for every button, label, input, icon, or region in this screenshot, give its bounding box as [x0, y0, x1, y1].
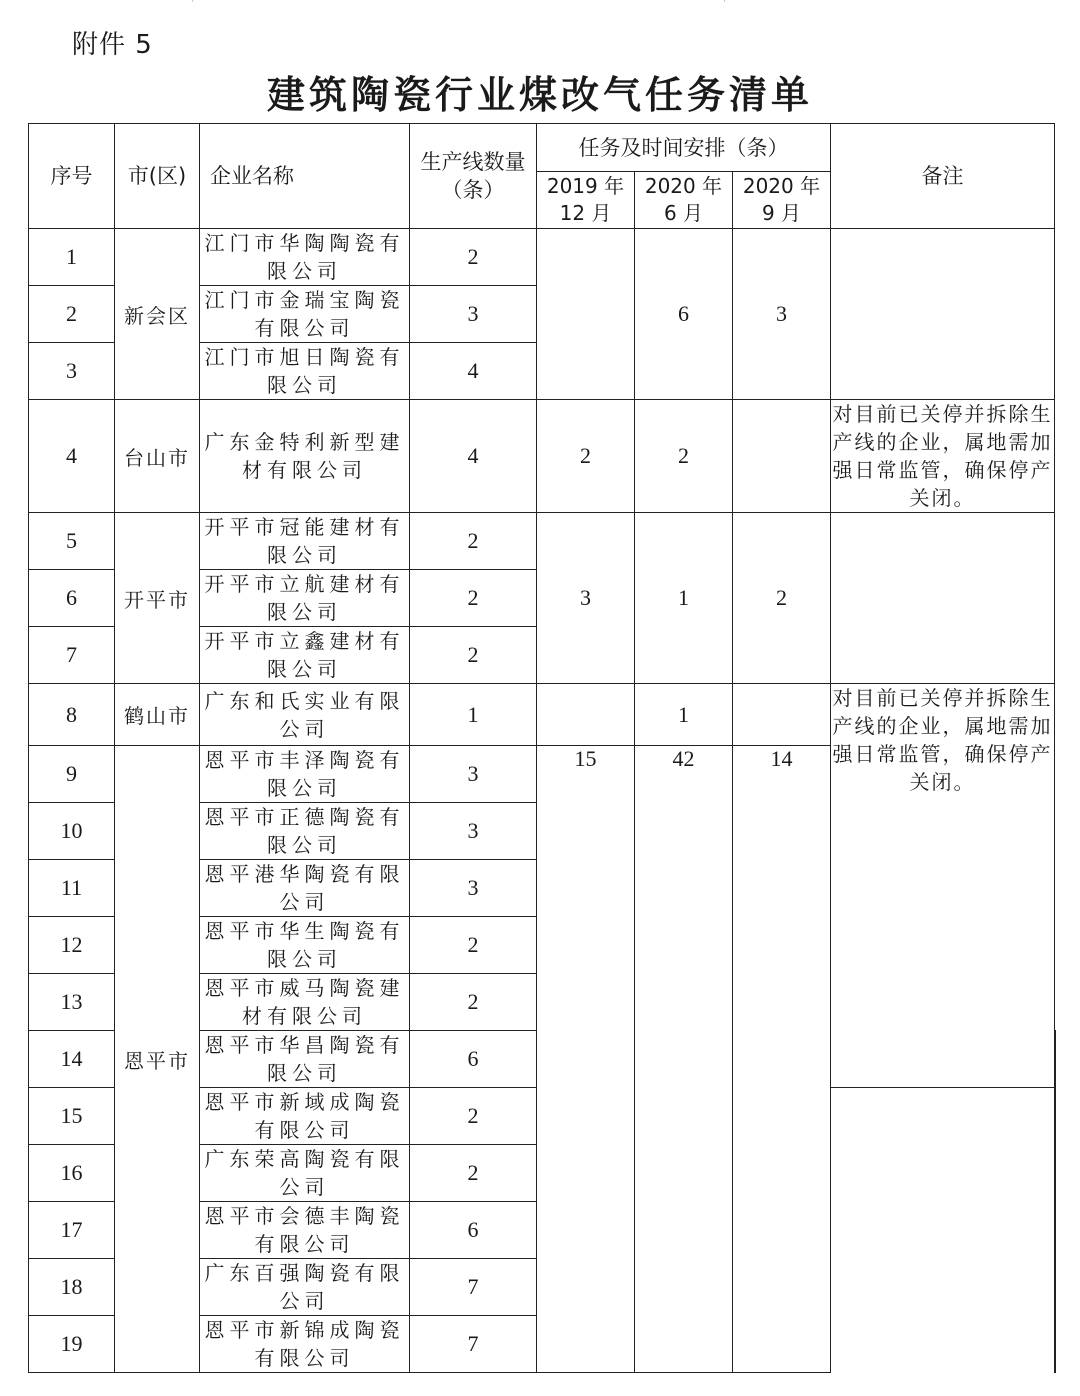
- company-cell: 恩平港华陶瓷有限公司: [200, 860, 410, 917]
- col-header-remark: 备注: [831, 124, 1055, 229]
- seq-cell: 9: [29, 746, 115, 803]
- table-row: [29, 400, 1056, 513]
- lines-cell: 4: [410, 343, 537, 400]
- company-cell: 恩平市正德陶瓷有限公司: [200, 803, 410, 860]
- company-cell: 广东荣高陶瓷有限公司: [200, 1145, 410, 1202]
- col-header-lines: [410, 124, 537, 229]
- lines-cell: 2: [410, 229, 537, 286]
- schedule-2019-12-cell: 15: [537, 746, 635, 1373]
- lines-cell: 3: [410, 803, 537, 860]
- seq-cell: 12: [29, 917, 115, 974]
- company-cell: 恩平市会德丰陶瓷有限公司: [200, 1202, 410, 1259]
- company-cell: 开平市立航建材有限公司: [200, 570, 410, 627]
- company-cell: 恩平市威马陶瓷建材有限公司: [200, 974, 410, 1031]
- seq-cell: 3: [29, 343, 115, 400]
- scan-mark: ˙: [190, 0, 195, 11]
- company-cell: 广东金特利新型建材有限公司: [200, 400, 410, 513]
- col-header-2020-06: [635, 172, 733, 229]
- company-cell: 广东百强陶瓷有限公司: [200, 1259, 410, 1316]
- company-cell: 江门市金瑞宝陶瓷有限公司: [200, 286, 410, 343]
- lines-cell: 1: [410, 684, 537, 746]
- lines-cell: 6: [410, 1202, 537, 1259]
- schedule-2020-06-cell: 42: [635, 746, 733, 1373]
- task-table: [28, 123, 1056, 1373]
- schedule-2019-12-cell: 3: [537, 513, 635, 684]
- company-cell: 恩平市华昌陶瓷有限公司: [200, 1031, 410, 1088]
- lines-cell: 7: [410, 1316, 537, 1373]
- schedule-2020-06-cell: 1: [635, 684, 733, 746]
- remark-cell: [831, 513, 1055, 684]
- company-cell: 恩平市丰泽陶瓷有限公司: [200, 746, 410, 803]
- schedule-2020-09-cell: 14: [733, 746, 831, 1373]
- lines-cell: 7: [410, 1259, 537, 1316]
- col-header-seq: 序号: [29, 124, 115, 229]
- seq-cell: 15: [29, 1088, 115, 1145]
- seq-cell: 17: [29, 1202, 115, 1259]
- seq-cell: 16: [29, 1145, 115, 1202]
- district-cell: 台山市: [115, 400, 200, 513]
- schedule-2019-12-cell: [537, 684, 635, 746]
- table-row: [29, 229, 1056, 286]
- lines-cell: 3: [410, 286, 537, 343]
- lines-cell: 3: [410, 746, 537, 803]
- company-cell: 恩平市新锦成陶瓷有限公司: [200, 1316, 410, 1373]
- seq-cell: 18: [29, 1259, 115, 1316]
- col-header-2019-12-year: 2019 年: [546, 174, 625, 198]
- schedule-2020-06-cell: 6: [635, 229, 733, 400]
- district-cell: 鹤山市: [115, 684, 200, 746]
- seq-cell: 10: [29, 803, 115, 860]
- header-row: [29, 124, 1056, 172]
- document-title: 建筑陶瓷行业煤改气任务清单: [266, 72, 813, 117]
- schedule-2020-09-cell: [733, 400, 831, 513]
- schedule-2019-12-cell: 2: [537, 400, 635, 513]
- company-cell: 江门市旭日陶瓷有限公司: [200, 343, 410, 400]
- annex-label: 附件 5: [72, 30, 153, 60]
- col-header-company: 企业名称: [200, 124, 410, 229]
- scan-mark: ˙: [722, 0, 727, 11]
- remark-cell: 对目前已关停并拆除生产线的企业，属地需加强日常监管，确保停产关闭。: [831, 684, 1055, 1088]
- company-cell: 恩平市华生陶瓷有限公司: [200, 917, 410, 974]
- remark-cell: [831, 229, 1055, 400]
- company-cell: 江门市华陶陶瓷有限公司: [200, 229, 410, 286]
- remark-cell: 对目前已关停并拆除生产线的企业，属地需加强日常监管，确保停产关闭。: [831, 400, 1055, 513]
- schedule-2019-12-cell: [537, 229, 635, 400]
- seq-cell: 6: [29, 570, 115, 627]
- schedule-2020-06-cell: 2: [635, 400, 733, 513]
- seq-cell: 11: [29, 860, 115, 917]
- lines-cell: 2: [410, 570, 537, 627]
- seq-cell: 14: [29, 1031, 115, 1088]
- col-header-lines-line2: （条）: [441, 178, 505, 202]
- lines-cell: 2: [410, 627, 537, 684]
- seq-cell: 4: [29, 400, 115, 513]
- col-header-2020-09: [733, 172, 831, 229]
- seq-cell: 1: [29, 229, 115, 286]
- col-header-2020-06-month: 6 月: [663, 201, 704, 225]
- seq-cell: 2: [29, 286, 115, 343]
- table-row: [29, 684, 1056, 746]
- district-cell: 开平市: [115, 513, 200, 684]
- lines-cell: 2: [410, 513, 537, 570]
- col-header-2020-06-year: 2020 年: [644, 174, 723, 198]
- col-header-2020-09-month: 9 月: [761, 201, 802, 225]
- schedule-2020-06-cell: 1: [635, 513, 733, 684]
- schedule-2020-09-cell: 3: [733, 229, 831, 400]
- district-cell: 新会区: [115, 229, 200, 400]
- company-cell: 广东和氏实业有限公司: [200, 684, 410, 746]
- lines-cell: 2: [410, 917, 537, 974]
- col-header-2020-09-year: 2020 年: [742, 174, 821, 198]
- lines-cell: 6: [410, 1031, 537, 1088]
- company-cell: 开平市冠能建材有限公司: [200, 513, 410, 570]
- lines-cell: 2: [410, 1088, 537, 1145]
- seq-cell: 5: [29, 513, 115, 570]
- table-row: [29, 513, 1056, 570]
- company-cell: 恩平市新域成陶瓷有限公司: [200, 1088, 410, 1145]
- lines-cell: 2: [410, 974, 537, 1031]
- lines-cell: 2: [410, 1145, 537, 1202]
- lines-cell: 4: [410, 400, 537, 513]
- col-header-2019-12: [537, 172, 635, 229]
- col-header-schedule: 任务及时间安排（条）: [537, 124, 831, 172]
- seq-cell: 19: [29, 1316, 115, 1373]
- seq-cell: 8: [29, 684, 115, 746]
- district-cell: 恩平市: [115, 746, 200, 1373]
- col-header-district: 市(区): [115, 124, 200, 229]
- schedule-2020-09-cell: [733, 684, 831, 746]
- col-header-lines-line1: 生产线数量: [420, 150, 526, 174]
- schedule-2020-09-cell: 2: [733, 513, 831, 684]
- col-header-2019-12-month: 12 月: [559, 201, 612, 225]
- lines-cell: 3: [410, 860, 537, 917]
- company-cell: 开平市立鑫建材有限公司: [200, 627, 410, 684]
- seq-cell: 13: [29, 974, 115, 1031]
- seq-cell: 7: [29, 627, 115, 684]
- remark-cell: [1055, 1031, 1056, 1373]
